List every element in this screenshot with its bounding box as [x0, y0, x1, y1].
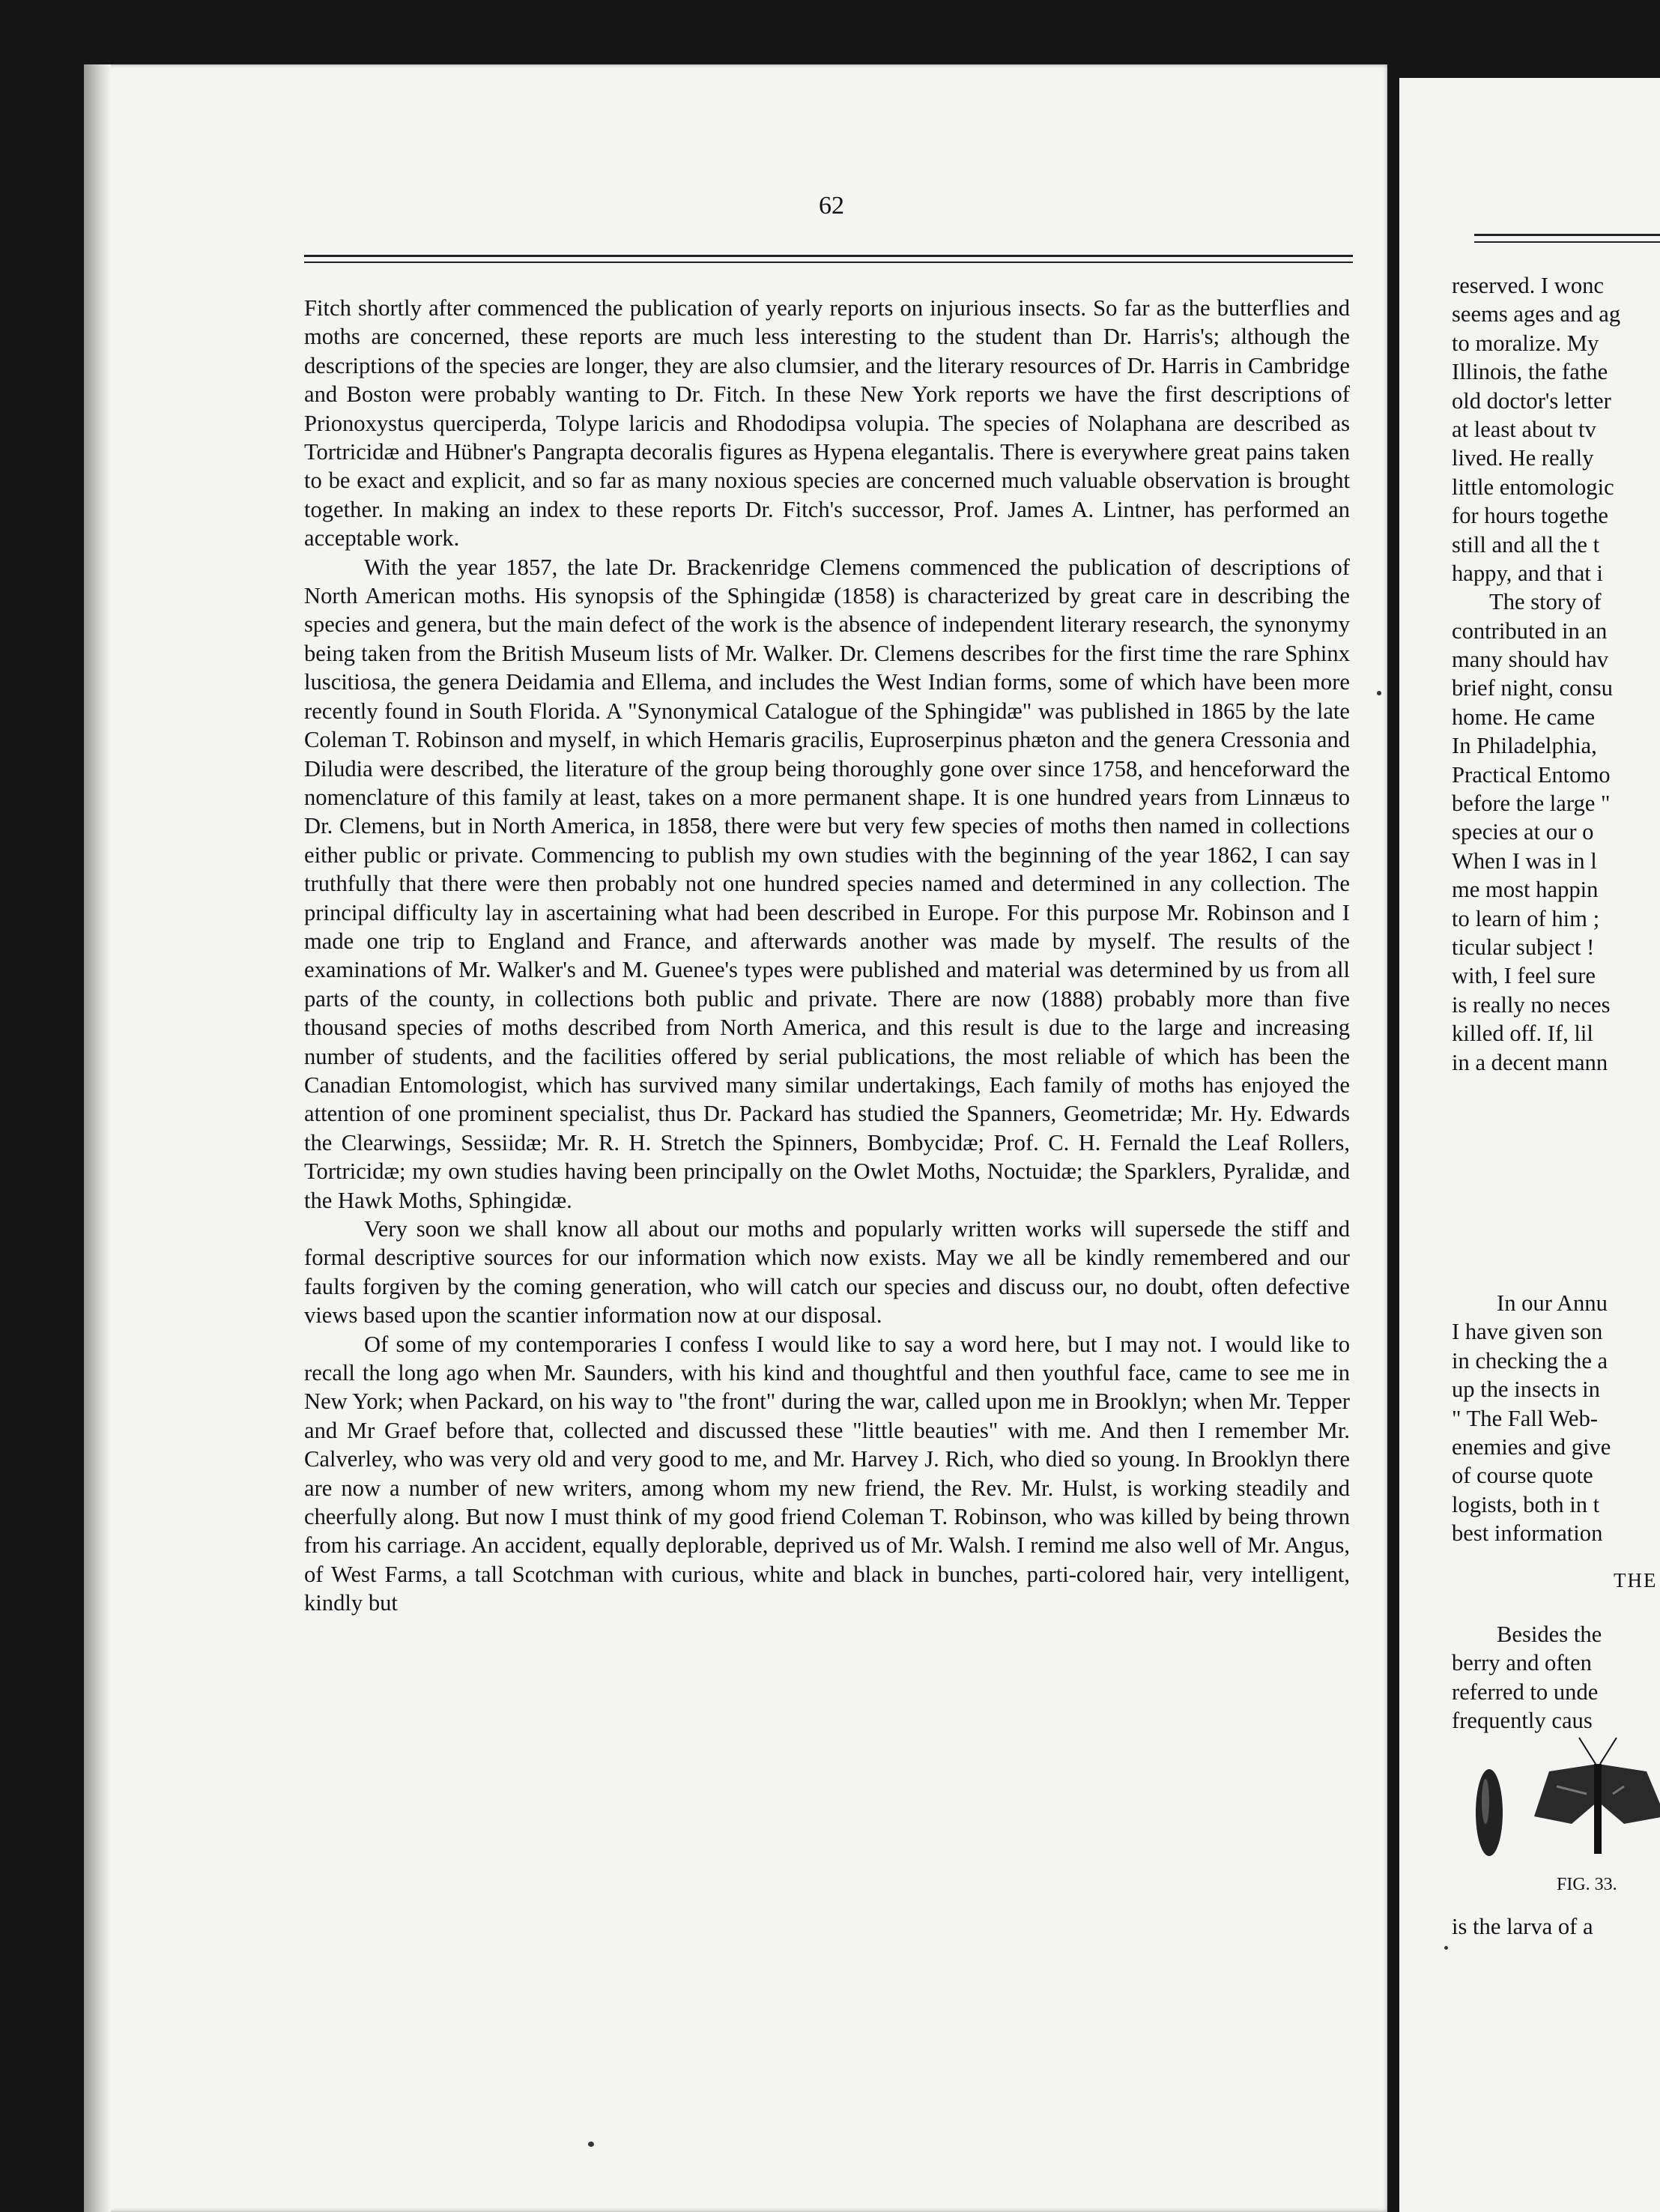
text-line: home. He came	[1452, 704, 1596, 730]
header-rule-thin	[304, 262, 1353, 263]
figure-caption: FIG. 33.	[1557, 1875, 1617, 1894]
text-line: logists, both in t	[1452, 1491, 1600, 1517]
text-line: referred to unde	[1452, 1678, 1599, 1705]
text-line: The story of	[1489, 589, 1602, 615]
text-line: berry and often	[1452, 1650, 1592, 1676]
text-line: In Philadelphia,	[1452, 733, 1597, 759]
moth-illustration	[1527, 1734, 1660, 1861]
header-rule-thick	[304, 255, 1353, 257]
text-line: best information	[1452, 1520, 1603, 1547]
scan-speck	[1377, 691, 1381, 695]
body-text	[304, 294, 1350, 1618]
text-line: lived. He really	[1452, 445, 1594, 471]
text-line: old doctor's letter	[1452, 387, 1611, 414]
text-line: enemies and give	[1452, 1433, 1611, 1460]
right-page	[1399, 78, 1660, 2212]
text-line: still and all the t	[1452, 531, 1600, 557]
text-line: in checking the a	[1452, 1347, 1608, 1374]
paragraph: Fitch shortly after commenced the publication of yearly reports on injurious insects. So far as the butterflies and moths are concerned, these reports are much less interesting to the student than Dr. Harris's; although the descriptions of the species are longer, they are also clumsier, and the literary resources of Dr. Harris in Cambridge and Boston were probably wanting to Dr. Fitch. In these New York reports we have the first descriptions of Prionoxystus querciperda, Tolype laricis and Rhododipsa volupia. The species of Nolaphana are described as Tortricidæ and Hübner's Pangrapta decoralis figures as Hypena elegantalis. There is everywhere great pains taken to be exact and explicit, and so far as many noxious species are concerned much valuable observation is brought together. In making an index to these reports Dr. Fitch's successor, Prof. James A. Lintner, has performed an acceptable work.	[304, 295, 1350, 552]
section-heading: THE	[1614, 1569, 1658, 1592]
right-text-block-middle	[1452, 1289, 1660, 1548]
text-line: contributed in an	[1452, 617, 1608, 644]
paragraph: Of some of my contemporaries I confess I would like to say a word here, but I may not. I would like to recall the long ago when Mr. Saunders, with his kind and thoughtful and then youthful face, came to see me in New York; when Packard, on his way to "the front" during the war, called upon me in Brooklyn; when Mr. Tepper and Mr Graef before that, collected and discussed these "little beauties" with me. And then I remember Mr. Calverley, who was very old and very good to me, and Mr. Harvey J. Rich, who died so young. In Brooklyn there are now a number of new writers, among whom my new friend, the Rev. Mr. Hulst, is working steadily and cheerfully along. But now I must think of my good friend Coleman T. Robinson, who was killed by being thrown from his carriage. An accident, equally deplorable, deprived us of Mr. Walsh. I remind me also well of Mr. Angus, of West Farms, a tall Scotchman with curious, white and black in bunches, parti-colored hair, very intelligent, kindly but	[304, 1331, 1350, 1616]
text-line: I have given son	[1452, 1319, 1603, 1345]
text-line: at least about tv	[1452, 416, 1596, 442]
text-line: frequently caus	[1452, 1708, 1593, 1734]
text-line: reserved. I wonc	[1452, 273, 1605, 298]
text-line: " The Fall Web-	[1452, 1405, 1598, 1431]
text-line: killed off. If, lil	[1452, 1021, 1593, 1047]
text-line: is the larva of a	[1452, 1914, 1593, 1939]
text-line: Besides the	[1497, 1622, 1602, 1647]
text-line: is really no neces	[1452, 991, 1611, 1018]
cocoon-illustration	[1470, 1764, 1508, 1861]
text-line: happy, and that i	[1452, 560, 1603, 586]
scan-speck	[588, 2142, 594, 2147]
text-line: When I was in l	[1452, 847, 1597, 874]
paragraph: Very soon we shall know all about our moths and popularly written works will supersede the stiff and formal descriptive sources for our information which now exists. May we all be kindly remembered and our faults forgiven by the coming generation, who will catch our species and discuss our, no doubt, often defective views based upon the scantier information now at our disposal.	[304, 1216, 1350, 1329]
text-line: Illinois, the fathe	[1452, 359, 1608, 385]
right-text-block-lower	[1452, 1620, 1660, 1735]
text-line: for hours togethe	[1452, 503, 1609, 529]
text-line: me most happin	[1452, 877, 1599, 903]
scan-speck	[1444, 1946, 1448, 1950]
text-line: to learn of him ;	[1452, 905, 1600, 931]
text-line: to moralize. My	[1452, 330, 1599, 356]
text-line: little entomologic	[1452, 474, 1614, 500]
text-line: seems ages and ag	[1452, 301, 1621, 327]
text-line: up the insects in	[1452, 1377, 1600, 1403]
text-line: brief night, consu	[1452, 675, 1613, 701]
text-line: Practical Entomo	[1452, 761, 1611, 788]
page-gutter-shadow	[84, 64, 111, 2212]
text-line: of course quote	[1452, 1463, 1593, 1489]
right-header-rule-thick	[1474, 234, 1660, 236]
text-line: species at our o	[1452, 819, 1594, 845]
text-line: in a decent mann	[1452, 1049, 1608, 1075]
text-line: many should hav	[1452, 647, 1609, 673]
right-header-rule-thin	[1474, 241, 1660, 243]
page-number: 62	[819, 192, 844, 220]
paragraph: With the year 1857, the late Dr. Brackenridge Clemens commenced the publication of descriptions of North American moths. His synopsis of the Sphingidæ (1858) is characterized by great care in describing the species and genera, but the main defect of the work is the absence of independent literary research, the synonymy being taken from the British Museum lists of Mr. Walker. Dr. Clemens describes for the first time the rare Sphinx luscitiosa, the genera Deidamia and Ellema, and includes the West Indian forms, some of which have been more recently found in South Florida. A "Synonymical Catalogue of the Sphingidæ" was published in 1865 by the late Coleman T. Robinson and myself, in which Hemaris gracilis, Euproserpinus phæton and the genera Cressonia and Diludia were described, the literature of the group being thoroughly gone over since 1758, and henceforward the nomenclature of this family at least, takes on a more permanent shape. It is one hundred years from Linnæus to Dr. Clemens, but in North America, in 1858, there were but very few species of moths then named in collections either public or private. Commencing to publish my own studies with the beginning of the year 1862, I can say truthfully that there were then probably not one hundred species named and determined in any collection. The principal difficulty lay in ascertaining what had been described in Europe. For this purpose Mr. Robinson and I made one trip to England and France, and afterwards another was made by myself. The results of the examinations of Mr. Walker's and M. Guenee's types were published and material was determined by us from all parts of the county, in collections both public and private. There are now (1888) probably more than five thousand species of moths described from North America, and this result is due to the large and increasing number of students, and the facilities offered by serial publications, the most reliable of which has been the Canadian Entomologist, which has survived many similar undertakings, Each family of moths has enjoyed the attention of one prominent specialist, thus Dr. Packard has studied the Spanners, Geometridæ; Mr. Hy. Edwards the Clearwings, Sessiidæ; Mr. R. H. Stretch the Spinners, Bombycidæ; Prof. C. H. Fernald the Leaf Rollers, Tortricidæ; my own studies having been principally on the Owlet Moths, Noctuidæ; the Sparklers, Pyralidæ, and the Hawk Moths, Sphingidæ.	[304, 554, 1350, 1213]
text-line: with, I feel sure	[1452, 963, 1596, 989]
text-line: ticular subject !	[1452, 934, 1595, 960]
right-text-block-bottom	[1452, 1912, 1660, 1941]
text-line: In our Annu	[1497, 1290, 1608, 1316]
text-line: before the large "	[1452, 791, 1611, 817]
right-text-block-top	[1452, 271, 1660, 1077]
